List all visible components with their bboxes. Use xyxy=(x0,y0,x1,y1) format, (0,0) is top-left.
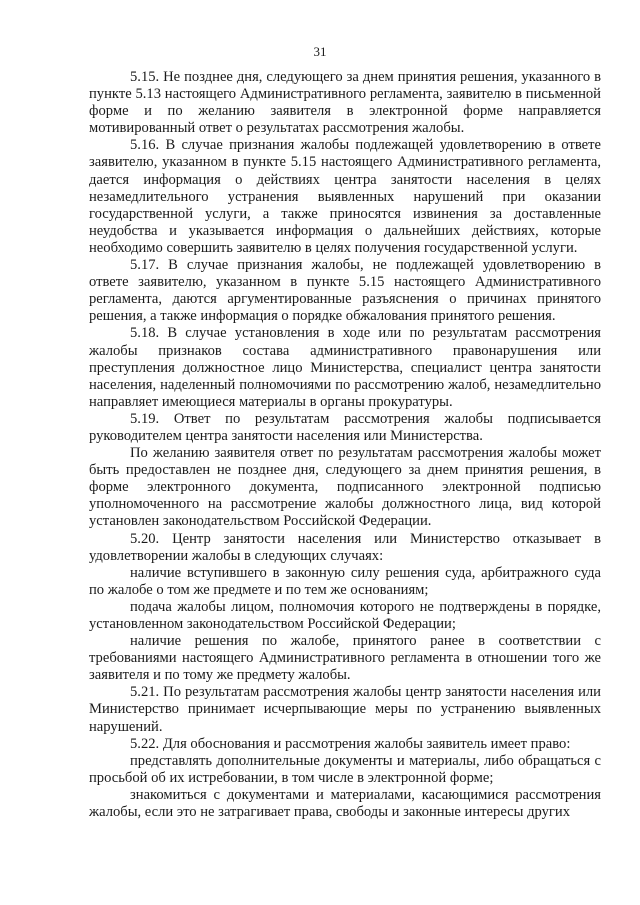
list-item-prior-decision: наличие решения по жалобе, принятого ранее в соответствии с требованиями настоящего Административного регламента в отношении того же заявителя и по тому же предмету жалобы. xyxy=(89,633,601,684)
paragraph-5-16: 5.16. В случае признания жалобы подлежащей удовлетворению в ответе заявителю, указанном в пункте 5.15 настоящего Административного регламента, дается информация о действиях центра занятости населения в целях незамедлительного устранения выявленных нарушений при оказании государственной услуги, а также приносятся извинения за доставленные неудобства и указывается информация о дальнейших действиях, которые необходимо совершить заявителю в целях получения государственной услуги. xyxy=(89,137,601,256)
list-item-court-decision: наличие вступившего в законную силу решения суда, арбитражного суда по жалобе о том же предмете и по тем же основаниям; xyxy=(89,564,601,598)
paragraph-electronic-answer: По желанию заявителя ответ по результатам рассмотрения жалобы может быть предоставлен не позднее дня, следующего за днем принятия решения, в форме электронного документа, подписанного электронной подписью уполномоченного на рассмотрение жалобы должностного лица, вид которой установлен законодательством Российской Федерации. xyxy=(89,445,601,530)
paragraph-5-19: 5.19. Ответ по результатам рассмотрения жалобы подписывается руководителем центра занятости населения или Министерства. xyxy=(89,410,601,444)
list-item-submit-documents: представлять дополнительные документы и материалы, либо обращаться с просьбой об их истребовании, в том числе в электронной форме; xyxy=(89,752,601,786)
page-number: 31 xyxy=(313,44,327,59)
paragraph-5-17: 5.17. В случае признания жалобы, не подлежащей удовлетворению в ответе заявителю, указанном в пункте 5.15 настоящего Административного регламента, даются аргументированные разъяснения о причинах принятого решения, а также информация о порядке обжалования принятого решения. xyxy=(89,257,601,325)
paragraph-5-21: 5.21. По результатам рассмотрения жалобы центр занятости населения или Министерство принимает исчерпывающие меры по устранению выявленных нарушений. xyxy=(89,684,601,735)
document-body xyxy=(89,69,601,821)
paragraph-5-15: 5.15. Не позднее дня, следующего за днем принятия решения, указанного в пункте 5.13 настоящего Административного регламента, заявителю в письменной форме и по желанию заявителя в электронной форме направляется мотивированный ответ о результатах рассмотрения жалобы. xyxy=(89,69,601,137)
paragraph-5-20: 5.20. Центр занятости населения или Министерство отказывает в удовлетворении жалобы в следующих случаях: xyxy=(89,530,601,564)
list-item-review-materials: знакомиться с документами и материалами, касающимися рассмотрения жалобы, если это не затрагивает права, свободы и законные интересы других xyxy=(89,786,601,821)
list-item-unconfirmed-authority: подача жалобы лицом, полномочия которого не подтверждены в порядке, установленном законодательством Российской Федерации; xyxy=(89,598,601,632)
paragraph-5-22: 5.22. Для обоснования и рассмотрения жалобы заявитель имеет право: xyxy=(130,735,571,752)
paragraph-5-18: 5.18. В случае установления в ходе или по результатам рассмотрения жалобы признаков состава административного правонарушения или преступления должностное лицо Министерства, специалист центра занятости населения, наделенный полномочиями по рассмотрению жалоб, незамедлительно направляет имеющиеся материалы в органы прокуратуры. xyxy=(89,325,601,410)
